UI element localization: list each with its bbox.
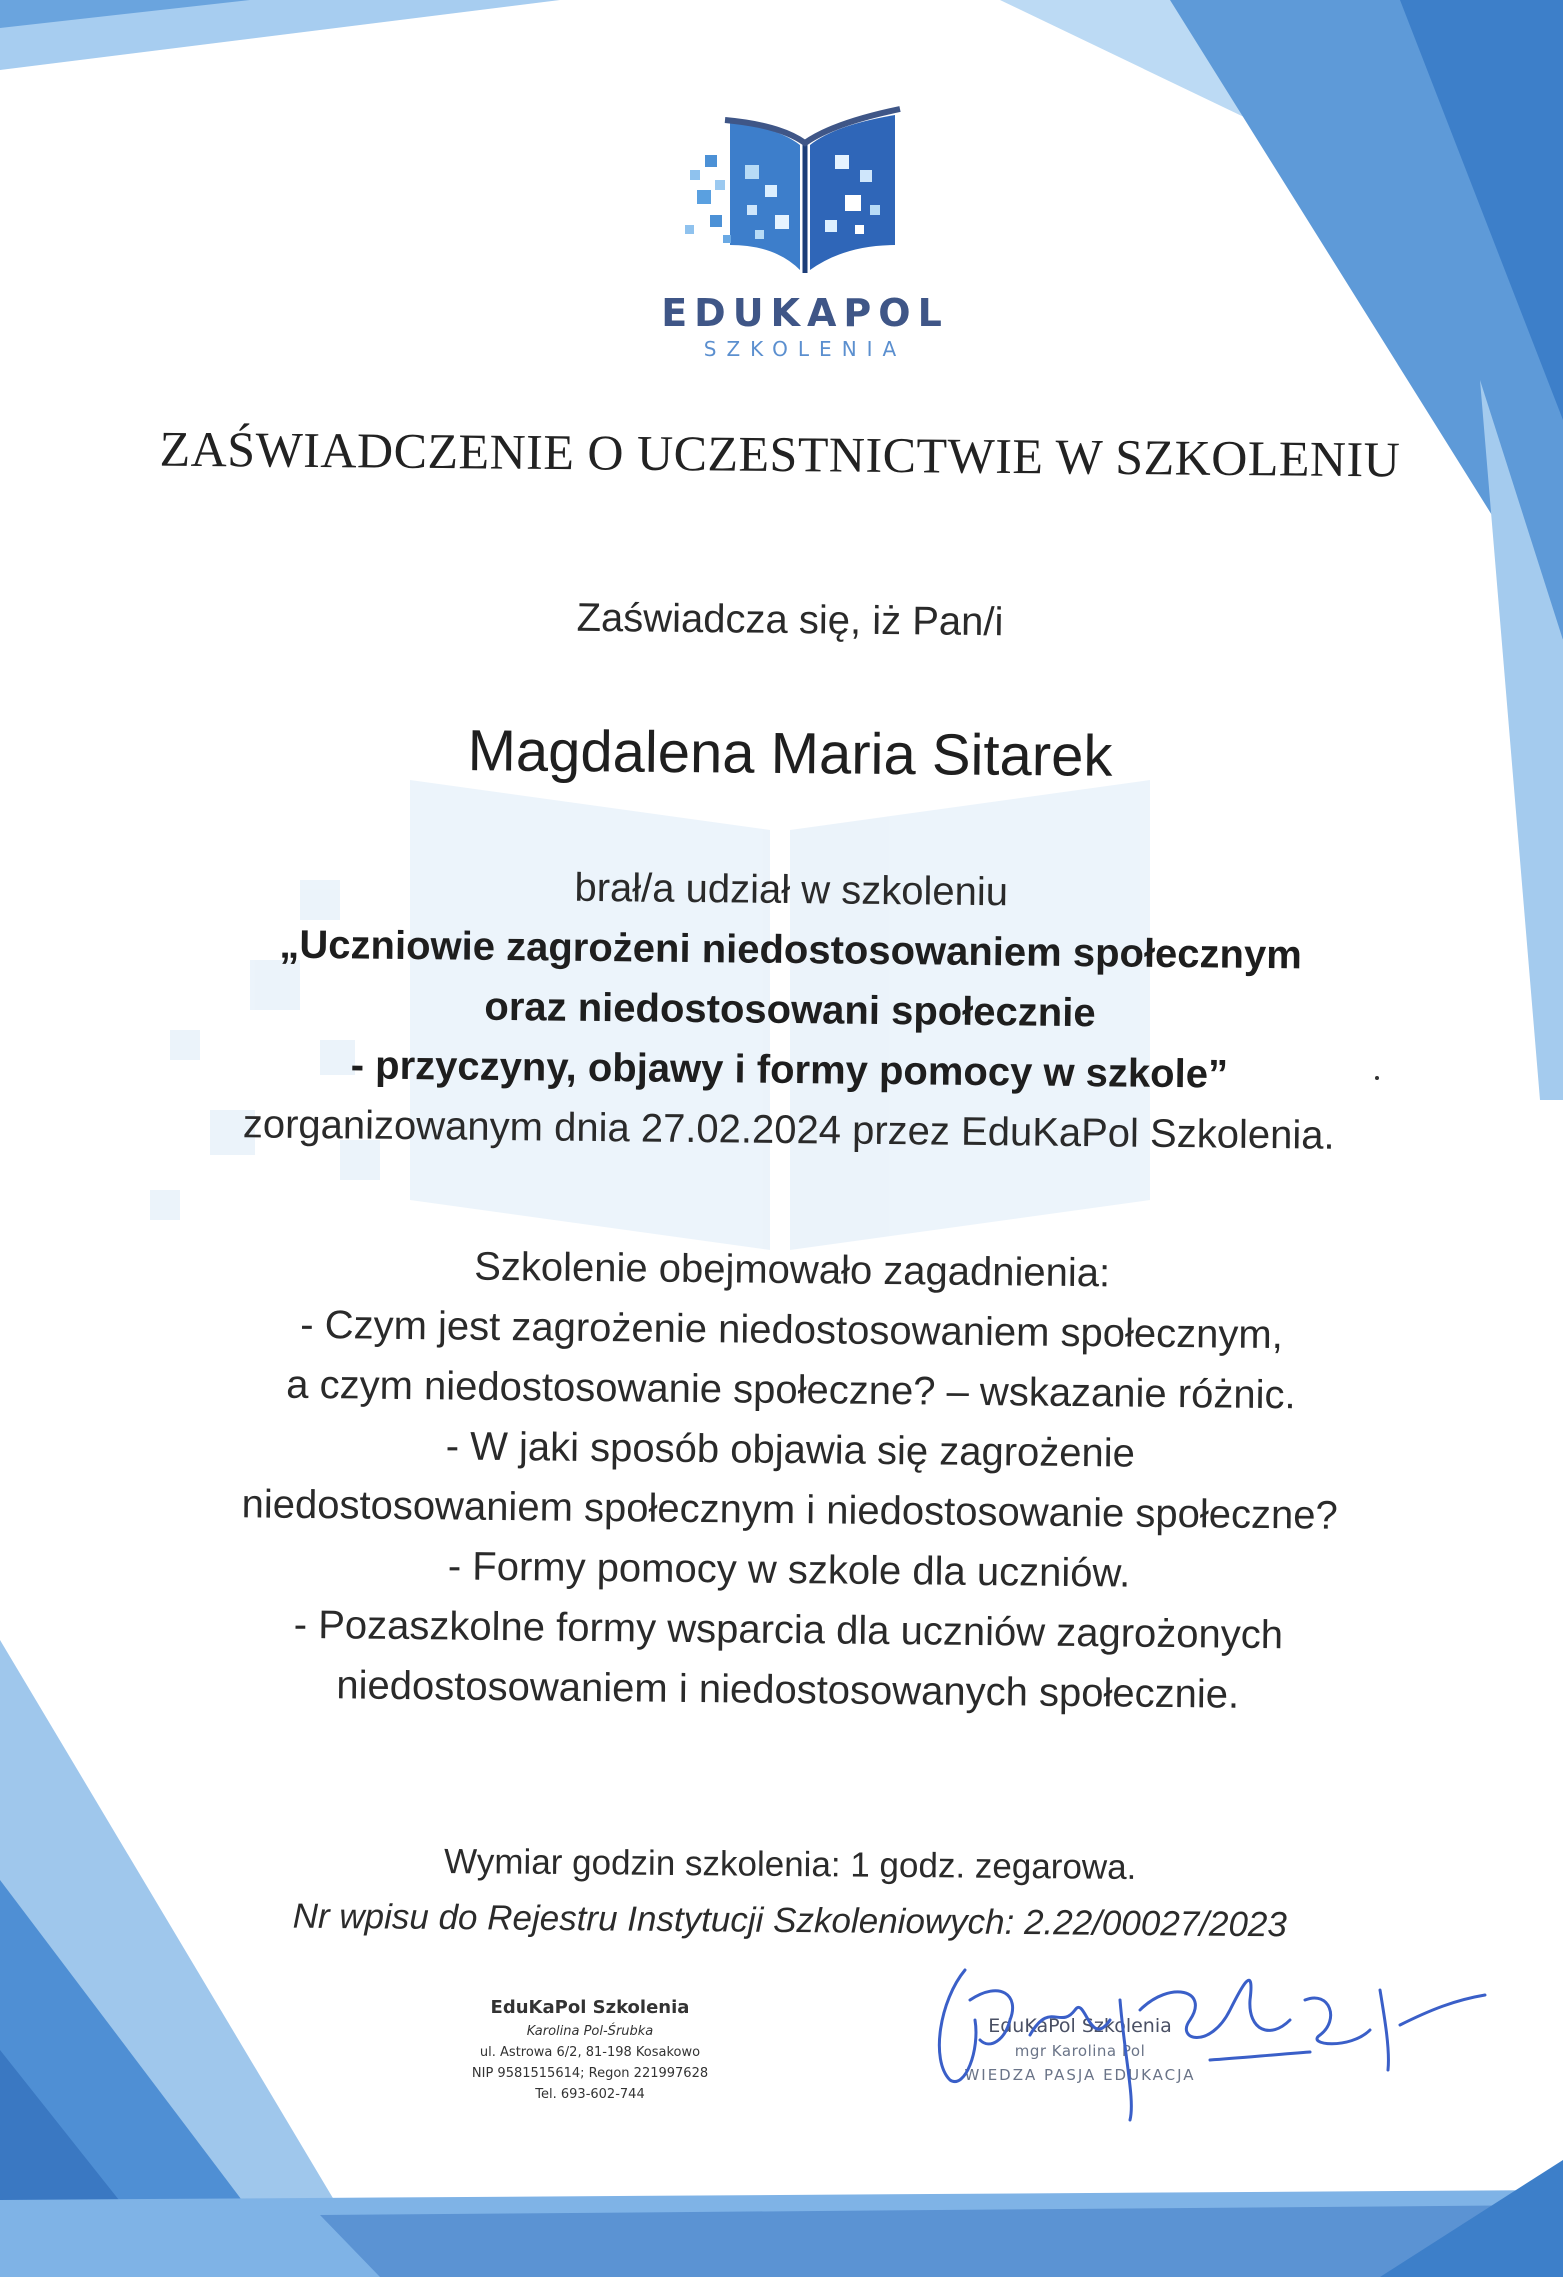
course-block <box>78 853 1501 1168</box>
signature-stamp <box>935 2013 1225 2087</box>
course-title-line: - przyczyny, objawy i formy pomocy w szkole” <box>350 1043 1229 1097</box>
stray-mark <box>1375 1076 1379 1080</box>
organized-text: zorganizowanym dnia 27.02.2024 przez EduKaPol Szkolenia. <box>242 1102 1335 1158</box>
bottom-band-2 <box>320 2205 1563 2277</box>
stamp-ids: NIP 9581515614; Regon 221997628 <box>471 2066 709 2081</box>
brand-name: EDUKAPOL <box>661 291 949 335</box>
stamp-address: ul. Astrowa 6/2, 81-198 Kosakowo <box>479 2045 701 2060</box>
course-title-line: oraz niedostosowani społecznie <box>484 984 1096 1036</box>
hours-block <box>80 1831 1501 1955</box>
topic-line: - Formy pomocy w szkole dla uczniów. <box>447 1544 1131 1596</box>
took-part-text: brał/a udział w szkoleniu <box>574 865 1009 915</box>
hours-text: Wymiar godzin szkolenia: 1 godz. zegarowa. <box>443 1841 1137 1888</box>
topic-line: a czym niedostosowanie społeczne? – wskazanie różnic. <box>286 1362 1296 1418</box>
signature-stamp-name: EduKaPol Szkolenia <box>988 2015 1172 2037</box>
topics-heading: Szkolenie obejmowało zagadnienia: <box>473 1244 1111 1296</box>
brand-subtitle: SZKOLENIA <box>703 337 907 361</box>
registry-number: Nr wpisu do Rejestru Instytucji Szkoleniowych: 2.22/00027/2023 <box>292 1896 1287 1945</box>
topic-line: niedostosowaniem i niedostosowanych społecznie. <box>336 1663 1240 1717</box>
topic-line: - Pozaszkolne formy wsparcia dla uczniów zagrożonych <box>293 1602 1284 1658</box>
signature-stamp-person: mgr Karolina Pol <box>1014 2042 1146 2060</box>
topic-line: niedostosowaniem społecznym i niedostosowanie społeczne? <box>241 1482 1338 1538</box>
open-book-pixel-icon <box>685 95 925 285</box>
participant-name: Magdalena Maria Sitarek <box>467 718 1113 789</box>
topic-line: - W jaki sposób objawia się zagrożenie <box>445 1424 1136 1476</box>
signature-stamp-motto: WIEDZA PASJA EDUKACJA <box>964 2066 1196 2084</box>
course-title-line: „Uczniowie zagrożeni niedostosowaniem społecznym <box>279 922 1303 978</box>
stamp-phone: Tel. 693-602-744 <box>535 2087 645 2102</box>
stamp-company-name: EduKaPol Szkolenia <box>490 1997 690 2018</box>
intro-text: Zaświadcza się, iż Pan/i <box>576 595 1004 645</box>
edukapol-logo <box>640 95 970 365</box>
topic-line: - Czym jest zagrożenie niedostosowaniem społecznym, <box>300 1302 1284 1358</box>
topics-block <box>78 1233 1503 1728</box>
stamp-owner: Karolina Pol-Śrubka <box>526 2024 654 2039</box>
company-stamp <box>430 1995 750 2105</box>
certificate-title: ZAŚWIADCZENIE O UCZESTNICTWIE W SZKOLENIU <box>159 420 1401 488</box>
